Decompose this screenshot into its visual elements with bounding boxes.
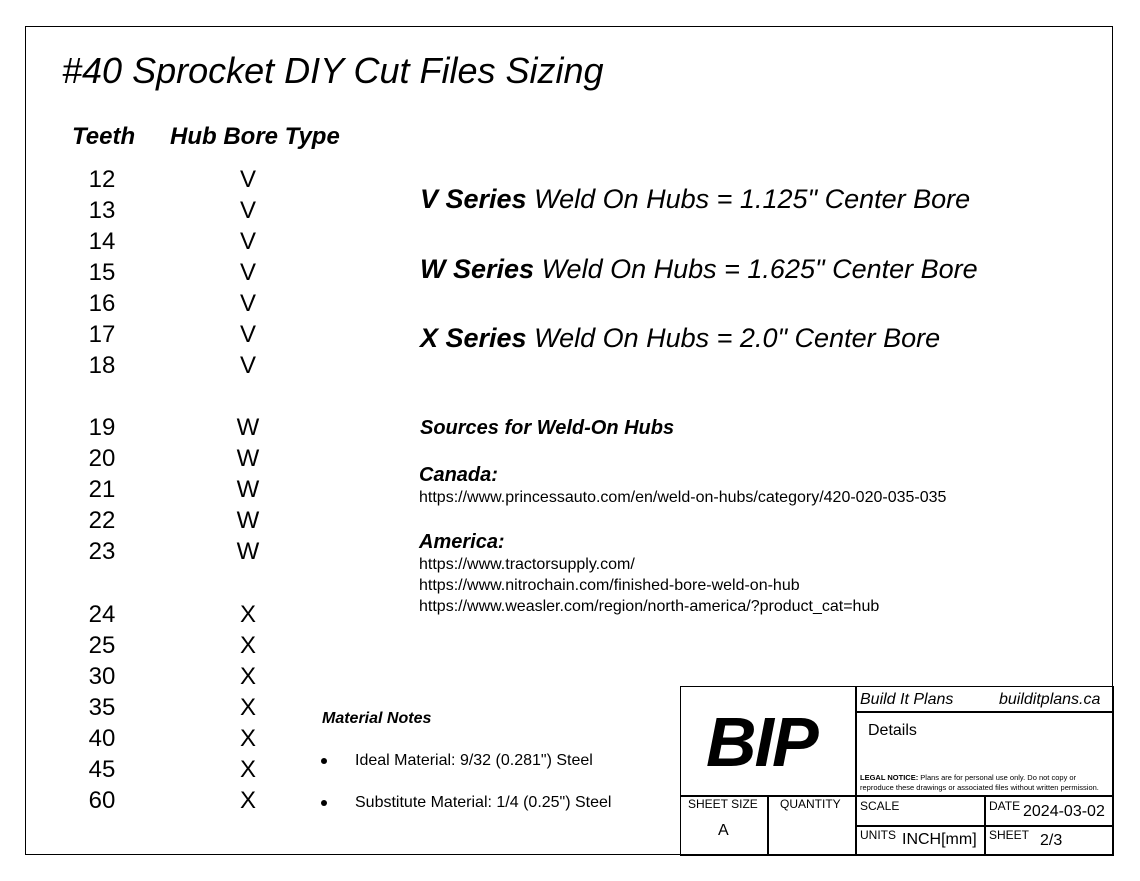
x-series-note — [420, 323, 940, 354]
material-note — [321, 794, 611, 812]
series-name: W Series — [420, 254, 535, 284]
sheet-size-label: SHEET SIZE — [688, 797, 758, 811]
sheet-label: SHEET — [989, 828, 1030, 842]
series-desc: Weld On Hubs = 2.0" Center Bore — [526, 323, 941, 353]
teeth-cell: 25 — [88, 632, 116, 659]
series-desc: Weld On Hubs = 1.625" Center Bore — [534, 254, 978, 284]
date-value: 2024-03-02 — [1023, 803, 1105, 820]
page-title: #40 Sprocket DIY Cut Files Sizing — [62, 50, 604, 91]
v-series-note — [420, 184, 970, 215]
material-note-text: Ideal Material: 9/32 (0.281") Steel — [355, 752, 593, 769]
hub-type-cell: X — [239, 756, 256, 783]
hub-type-cell: V — [239, 228, 256, 255]
sources-heading: Sources for Weld-On Hubs — [420, 417, 675, 439]
sheet-size-value: A — [718, 822, 729, 839]
america-url[interactable]: https://www.nitrochain.com/finished-bore-weld-on-hub — [419, 577, 800, 594]
teeth-cell: 40 — [88, 725, 116, 752]
bullet-icon — [321, 758, 327, 764]
teeth-cell: 35 — [88, 694, 116, 721]
teeth-cell: 15 — [88, 259, 116, 286]
details-label: Details — [868, 722, 917, 739]
hub-type-cell: W — [236, 476, 260, 503]
divider — [767, 795, 769, 856]
scale-label: SCALE — [860, 799, 900, 813]
series-desc: Weld On Hubs = 1.125" Center Bore — [526, 184, 971, 214]
date-label: DATE — [989, 799, 1021, 813]
units-label: UNITS — [860, 828, 896, 842]
hub-type-cell: X — [239, 663, 256, 690]
quantity-label: QUANTITY — [780, 797, 841, 811]
hub-type-cell: W — [236, 507, 260, 534]
company-name: Build It Plans — [860, 691, 954, 708]
teeth-cell: 17 — [88, 321, 116, 348]
teeth-cell: 20 — [88, 445, 116, 472]
teeth-cell: 19 — [88, 414, 116, 441]
teeth-cell: 60 — [88, 787, 116, 814]
hub-type-cell: W — [236, 445, 260, 472]
america-label: America: — [419, 531, 505, 553]
teeth-header: Teeth — [72, 123, 136, 150]
hub-type-cell: V — [239, 259, 256, 286]
material-note — [321, 752, 593, 770]
america-url[interactable]: https://www.tractorsupply.com/ — [419, 556, 635, 573]
canada-url[interactable]: https://www.princessauto.com/en/weld-on-hubs/category/420-020-035-035 — [419, 489, 947, 506]
w-series-note — [420, 254, 978, 285]
hub-type-cell: V — [239, 321, 256, 348]
hub-type-cell: X — [239, 725, 256, 752]
material-note-text: Substitute Material: 1/4 (0.25") Steel — [355, 794, 612, 811]
series-name: X Series — [420, 323, 527, 353]
hub-type-cell: X — [239, 632, 256, 659]
company-website[interactable]: builditplans.ca — [999, 691, 1101, 708]
series-name: V Series — [420, 184, 527, 214]
hub-type-cell: X — [239, 787, 256, 814]
teeth-cell: 14 — [88, 228, 116, 255]
teeth-cell: 13 — [88, 197, 116, 224]
legal-notice-label: LEGAL NOTICE: — [860, 773, 919, 782]
teeth-cell: 18 — [88, 352, 116, 379]
teeth-cell: 12 — [88, 166, 116, 193]
material-notes-heading: Material Notes — [322, 710, 432, 727]
hub-type-cell: X — [239, 601, 256, 628]
teeth-cell: 30 — [88, 663, 116, 690]
hub-bore-type-header: Hub Bore Type — [170, 123, 340, 150]
hub-type-cell: V — [239, 352, 256, 379]
canada-label: Canada: — [419, 464, 498, 486]
hub-type-cell: V — [239, 197, 256, 224]
bip-logo: BIP — [706, 703, 817, 781]
divider — [855, 711, 1114, 713]
teeth-cell: 22 — [88, 507, 116, 534]
units-value: INCH[mm] — [902, 831, 977, 848]
divider — [984, 795, 986, 856]
teeth-cell: 45 — [88, 756, 116, 783]
hub-type-cell: V — [239, 290, 256, 317]
teeth-cell: 21 — [88, 476, 116, 503]
teeth-cell: 23 — [88, 538, 116, 565]
hub-type-cell: W — [236, 414, 260, 441]
america-url[interactable]: https://www.weasler.com/region/north-america/?product_cat=hub — [419, 598, 880, 615]
sheet-value: 2/3 — [1040, 832, 1063, 849]
legal-notice — [860, 773, 1110, 793]
bullet-icon — [321, 800, 327, 806]
teeth-cell: 24 — [88, 601, 116, 628]
hub-type-cell: X — [239, 694, 256, 721]
legal-notice-text: Plans are for personal use only. Do not copy or reproduce these drawings or associated files without written permission. — [860, 773, 1099, 792]
teeth-cell: 16 — [88, 290, 116, 317]
hub-type-cell: W — [236, 538, 260, 565]
hub-type-cell: V — [239, 166, 256, 193]
